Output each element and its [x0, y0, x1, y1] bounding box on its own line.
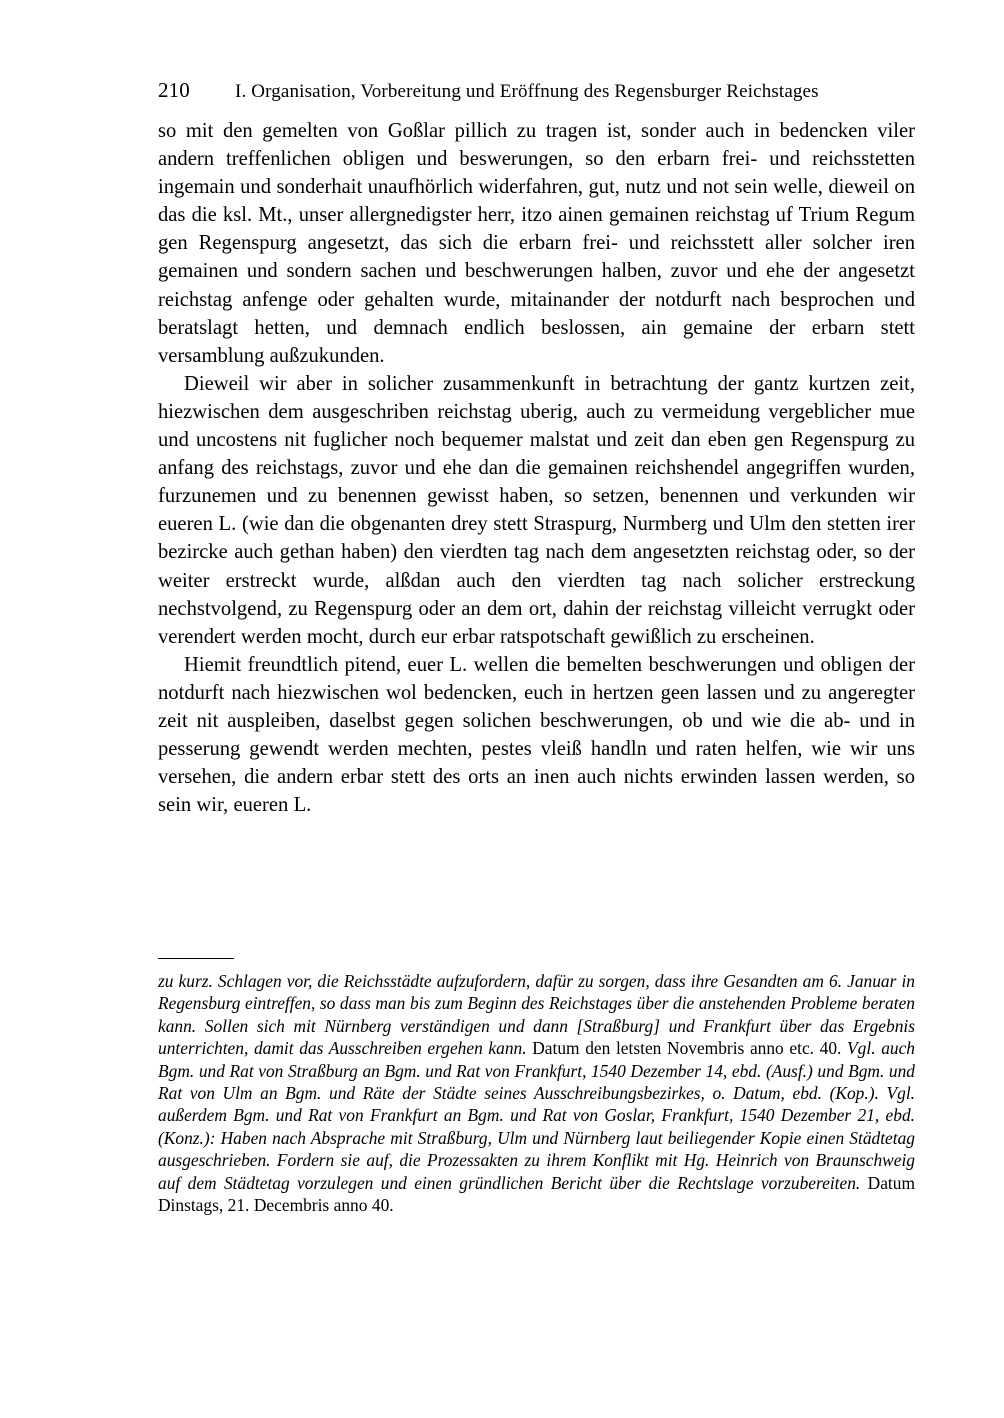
footnote-segment-1: zu kurz. Schlagen vor, die Reichsstädte aufzufordern, dafür zu sorgen, dass ihre Gesandten am 6. Januar in Regensburg eintreffen, so dass man bis zum Beginn des Reichstages über die anstehenden Probleme beraten kann. Sollen sich mit Nürnberg verständigen und dann [Straßburg] und Frankfurt über das Ergebnis unterrichten, damit das Ausschreiben ergehen kann.	[158, 971, 915, 1059]
footnote-segment-3: Vgl. auch Bgm. und Rat von Straßburg an Bgm. und Rat von Frankfurt, 1540 Dezember 14, ebd. (Ausf.) und Bgm. und Rat von Ulm an Bgm. und Räte der Städte seines Ausschreibungsbezirkes, o. Datum, ebd. (Kop.). Vgl. außerdem Bgm. und Rat von Frankfurt an Bgm. und Rat von Goslar, Frankfurt, 1540 Dezember 21, ebd. (Konz.): Haben nach Absprache mit Straßburg, Ulm und Nürnberg laut beiliegender Kopie einen Städtetag ausgeschrieben. Fordern sie auf, die Prozessakten zu ihrem Konflikt mit Hg. Heinrich von Braunschweig auf dem Städtetag vorzulegen und einen gründlichen Bericht über die Rechtslage vorzubereiten.	[158, 1038, 915, 1193]
running-head-title: I. Organisation, Vorbereitung und Eröffnung des Regensburger Reichstages	[235, 81, 819, 102]
body-paragraph-1: so mit den gemelten von Goßlar pillich zu tragen ist, sonder auch in bedencken viler andern treffenlichen obligen und beswerungen, so den erbarn frei- und reichsstetten ingemain und sonderhait unaufhörlich widerfahren, gut, nutz und not sein welle, dieweil on das die ksl. Mt., unser allergnedigster herr, itzo ainen gemainen reichstag uf Trium Regum gen Regenspurg angesetzt, das sich die erbarn frei- und reichsstett aller solcher iren gemainen und sondern sachen und beschwerungen halben, zuvor und ehe der angesetzt reichstag anfenge oder gehalten wurde, mitainander der notdurft nach besprochen und beratslagt hetten, und demnach endlich beslossen, ain gemaine der erbarn stett versamblung außzukunden.	[158, 120, 915, 367]
footnote-apparatus	[158, 958, 915, 1216]
body-paragraph-2: Dieweil wir aber in solicher zusammenkunft in betrachtung der gantz kurtzen zeit, hiezwischen dem ausgeschriben reichstag uberig, auch zu vermeidung vergeblicher mue und uncostens nit fuglicher noch bequemer malstat und zeit dan eben gen Regenspurg zu anfang des reichstags, zuvor und ehe dan die gemainen reichshendel angegriffen wurden, furzunemen und zu benennen gewisst haben, so setzen, benennen und verkunden wir eueren L. (wie dan die obgenanten drey stett Straspurg, Nurmberg und Ulm den stetten irer bezircke auch gethan haben) den vierdten tag nach dem angesetzten reichstag oder, so der weiter erstreckt wurde, alßdan auch den vierdten tag nach solicher erstreckung nechstvolgend, zu Regenspurg oder an dem ort, dahin der reichstag villeicht verrugkt oder verendert werden mocht, durch eur erbar ratspotschaft gewißlich zu erscheinen.	[158, 372, 915, 648]
footnote-segment-4: Datum Dinstags, 21. Decembris anno 40.	[158, 1172, 915, 1216]
page-number: 210	[158, 78, 190, 102]
body-text-block	[158, 117, 915, 819]
footnote-segment-2: Datum den letsten Novembris anno etc. 40.	[532, 1038, 848, 1059]
footnote-separator-rule	[158, 958, 234, 959]
body-paragraph-3: Hiemit freundtlich pitend, euer L. wellen die bemelten beschwerungen und obligen der notdurft nach hiezwischen wol bedencken, euch in hertzen geen lassen und zu angeregter zeit nit auspleiben, daselbst gegen solichen beschwerungen, ob und wie die ab- und in pesserung gewendt werden mechten, pestes vleiß handln und raten helfen, wie wir uns versehen, die andern erbar stett des orts an inen auch nichts erwinden lassen werden, so sein wir, eueren L.	[158, 653, 915, 817]
footnote-text	[158, 970, 915, 1216]
running-head	[158, 78, 915, 104]
